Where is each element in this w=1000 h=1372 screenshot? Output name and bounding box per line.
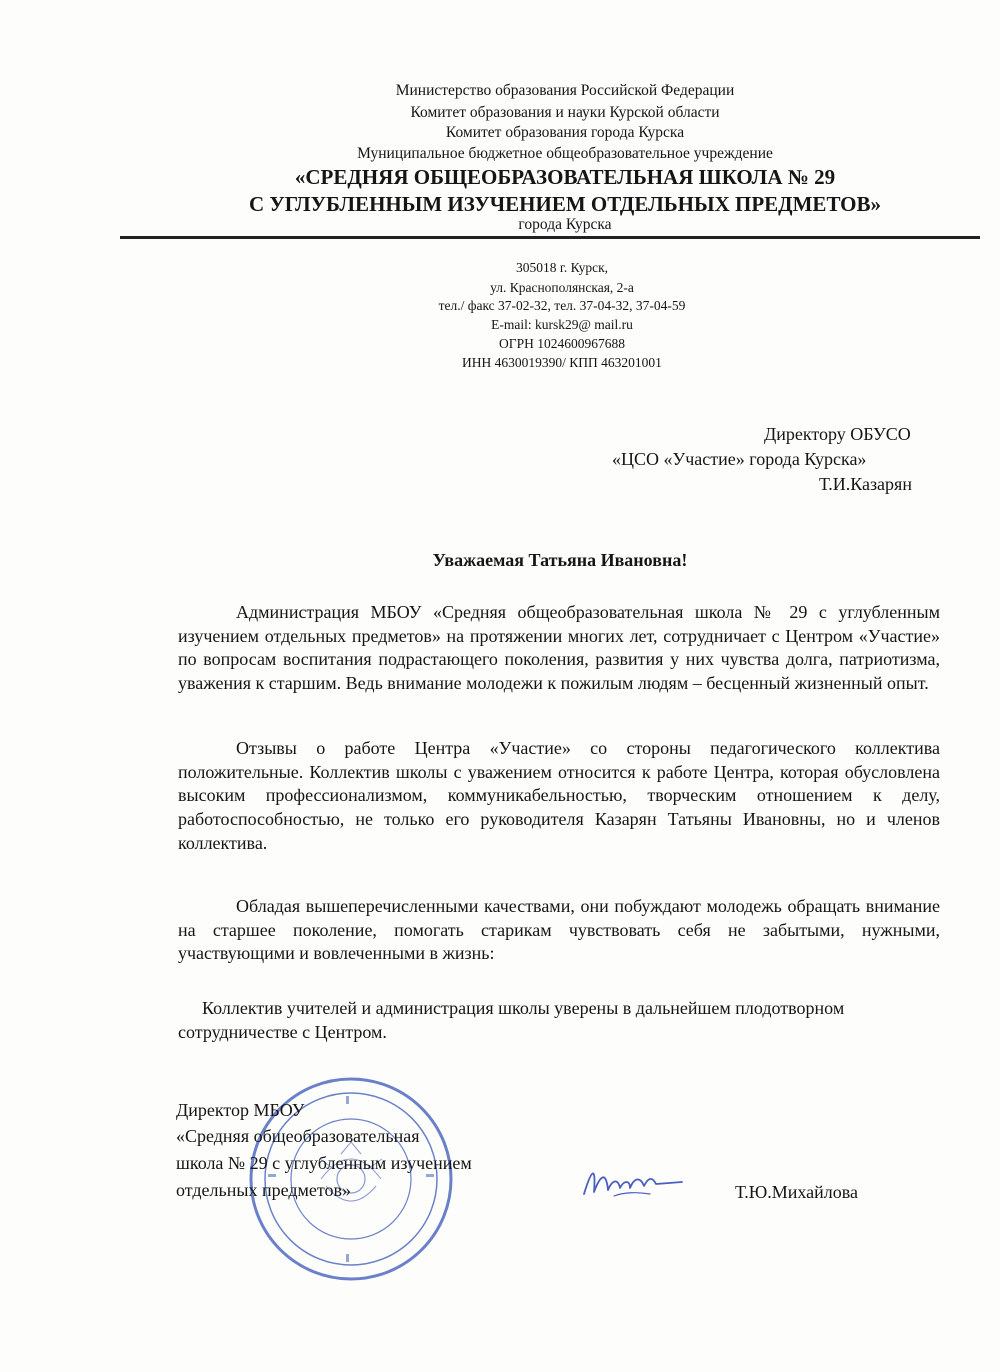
addressee-name: Т.И.Казарян: [819, 474, 912, 494]
address-postal: 305018 г. Курск,: [515, 260, 609, 275]
signatory-name: Т.Ю.Михайлова: [735, 1182, 858, 1202]
address-phones: тел./ факс 37-02-32, тел. 37-04-32, 37-04-59: [438, 298, 686, 313]
addressee-organization: «ЦСО «Участие» города Курска»: [612, 449, 867, 469]
letterhead-committee-region: Комитет образования и науки Курской области: [410, 104, 720, 121]
salutation: Уважаемая Татьяна Ивановна!: [432, 550, 688, 570]
body-paragraph-3: Обладая вышеперечисленными качествами, они побуждают молодежь обращать внимание на старшее поколение, помогать старикам чувствовать себя не забытыми, нужными, участвующими и вовлеченными в жизнь:: [178, 896, 940, 964]
letterhead-school-name-line1: «СРЕДНЯЯ ОБЩЕОБРАЗОВАТЕЛЬНАЯ ШКОЛА № 29: [294, 165, 836, 189]
body-closing: Коллектив учителей и администрация школы уверены в дальнейшем плодотворном сотрудничестве с Центром.: [178, 998, 845, 1042]
letterhead-city: города Курска: [518, 216, 612, 233]
addressee-position: Директору ОБУСО: [764, 424, 911, 444]
signature-title-line1: Директор МБОУ: [176, 1100, 305, 1120]
letterhead-institution-type: Муниципальное бюджетное общеобразовательное учреждение: [357, 145, 773, 162]
letterhead-divider: [120, 236, 980, 239]
handwritten-signature: [578, 1158, 688, 1208]
signature-title-line3: школа № 29 с углубленным изучением: [176, 1153, 472, 1173]
signature-title-line4: отдельных предметов»: [176, 1180, 352, 1200]
address-inn-kpp: ИНН 4630019390/ КПП 463201001: [462, 355, 662, 370]
body-paragraph-1: Администрация МБОУ «Средняя общеобразовательная школа № 29 с углубленным изучением отдельных предметов» на протяжении многих лет, сотрудничает с Центром «Участие» по вопросам воспитания подрастающего поколения, развития у них чувства долга, патриотизма, уважения к старшим. Ведь внимание молодежи к пожилым людям – бесценный жизненный опыт.: [178, 602, 940, 694]
letterhead-committee-city: Комитет образования города Курска: [445, 124, 685, 141]
address-email: E-mail: kursk29@ mail.ru: [491, 317, 633, 332]
letterhead-ministry: Министерство образования Российской Федерации: [395, 82, 735, 99]
body-paragraph-2: Отзывы о работе Центра «Участие» со стороны педагогического коллектива положительные. Коллектив школы с уважением относится к работе Центра, которая обусловлена высоким профессионализмом, коммуникабельностью, творческим отношением к делу, работоспособностью, не только его руководителя Казарян Татьяны Ивановны, но и членов коллектива.: [178, 738, 940, 853]
address-street: ул. Краснополянская, 2-а: [490, 280, 634, 295]
signature-title-line2: «Средняя общеобразовательная: [176, 1126, 420, 1146]
letterhead-school-name-line2: С УГЛУБЛЕННЫМ ИЗУЧЕНИЕМ ОТДЕЛЬНЫХ ПРЕДМЕТОВ»: [248, 192, 882, 216]
address-ogrn: ОГРН 1024600967688: [499, 336, 625, 351]
